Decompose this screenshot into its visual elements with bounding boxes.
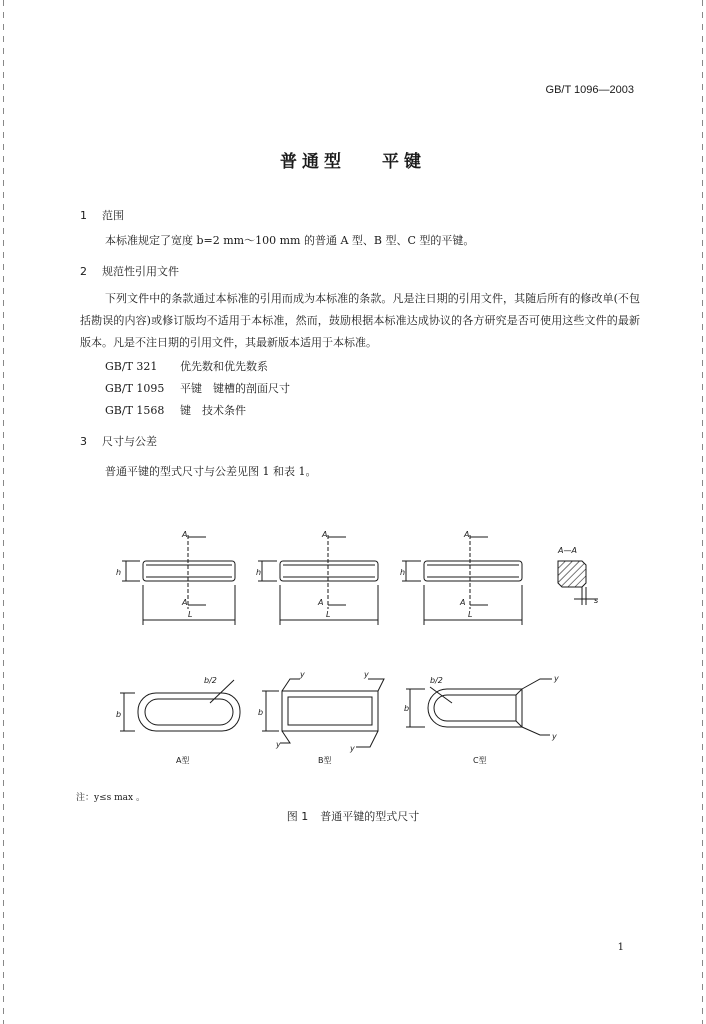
top-view-b-type	[262, 679, 384, 747]
section-aa-view	[558, 561, 598, 605]
label-y: y	[552, 732, 557, 741]
side-view-b	[258, 535, 378, 625]
side-view-a	[122, 535, 235, 625]
title-part-2: 平键	[382, 152, 426, 172]
label-l: L	[188, 610, 193, 619]
type-label-c: C型	[473, 756, 487, 765]
section-title: 尺寸与公差	[102, 435, 157, 448]
type-label-b: B型	[318, 756, 332, 765]
section-2-heading	[80, 263, 179, 279]
page-title	[0, 147, 706, 172]
side-view-c	[402, 535, 522, 625]
label-section-aa: A—A	[558, 546, 577, 555]
reference-item	[105, 380, 290, 396]
label-b-half: b/2	[204, 676, 217, 685]
label-l: L	[326, 610, 331, 619]
reference-item	[105, 358, 268, 374]
label-h: h	[116, 568, 122, 577]
reference-code: GB/T 1095	[105, 382, 165, 395]
section-number: 2	[80, 265, 87, 278]
section-title: 范围	[102, 209, 124, 222]
label-b: b	[116, 710, 122, 719]
figure-note: 注：y≤s max 。	[76, 793, 145, 803]
standard-number: GB/T 1096—2003	[545, 84, 634, 96]
label-y: y	[350, 744, 355, 753]
section-2-paragraph: 下列文件中的条款通过本标准的引用而成为本标准的条款。凡是注日期的引用文件，其随后所有的修改单(不包括勘误的内容)或修订版均不适用于本标准，然而，鼓励根据本标准达成协议的各方研究是否可使用这些文件的最新版本。凡是不注日期的引用文件，其最新版本适用于本标准。	[80, 292, 640, 349]
label-y: y	[364, 670, 369, 679]
reference-title: 平键 键槽的剖面尺寸	[180, 382, 290, 395]
reference-item	[105, 402, 246, 418]
key-form-figure	[0, 525, 706, 775]
reference-title: 键 技术条件	[180, 404, 246, 417]
section-3-paragraph: 普通平键的型式尺寸与公差见图 1 和表 1。	[105, 465, 317, 478]
figure-caption	[0, 808, 706, 824]
label-h: h	[400, 568, 406, 577]
title-part-1: 普通型	[280, 152, 346, 172]
label-a-top: A	[182, 530, 188, 539]
reference-title: 优先数和优先数系	[180, 360, 268, 373]
label-l: L	[468, 610, 473, 619]
label-b-half: b/2	[430, 676, 443, 685]
page-number: 1	[617, 942, 624, 953]
reference-code: GB/T 1568	[105, 404, 165, 417]
label-y: y	[300, 670, 305, 679]
section-1-heading	[80, 207, 124, 223]
section-number: 1	[80, 209, 87, 222]
label-y: y	[276, 740, 281, 749]
label-a-bottom: A	[318, 598, 324, 607]
label-b: b	[258, 708, 264, 717]
label-a-bottom: A	[182, 598, 188, 607]
section-1-paragraph: 本标准规定了宽度 b=2 mm～100 mm 的普通 A 型、B 型、C 型的平键。	[105, 234, 475, 247]
label-a-top: A	[322, 530, 328, 539]
section-number: 3	[80, 435, 87, 448]
section-3-heading	[80, 433, 157, 449]
reference-code: GB/T 321	[105, 360, 158, 373]
type-label-a: A型	[176, 756, 190, 765]
top-view-a-type	[120, 680, 240, 731]
top-view-c-type	[406, 679, 552, 735]
label-b: b	[404, 704, 410, 713]
label-h: h	[256, 568, 262, 577]
label-y: y	[554, 674, 559, 683]
caption-number: 图 1	[286, 810, 309, 823]
label-s: s	[594, 596, 599, 605]
label-a-bottom: A	[460, 598, 466, 607]
section-title: 规范性引用文件	[102, 265, 179, 278]
caption-text: 普通平键的型式尺寸	[320, 810, 420, 823]
label-a-top: A	[464, 530, 470, 539]
